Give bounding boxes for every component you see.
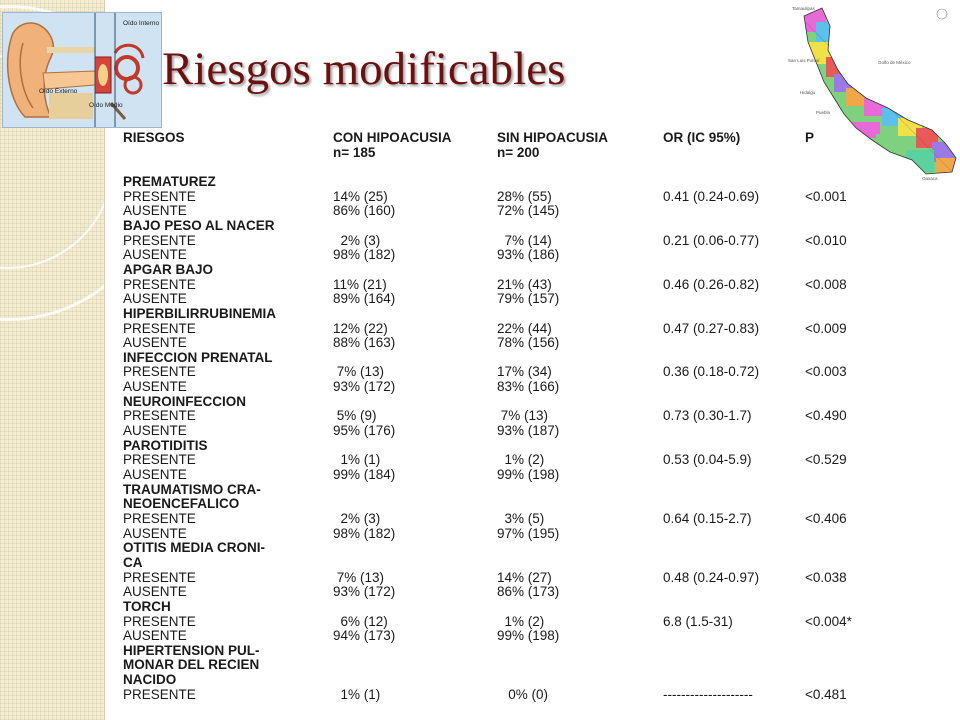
cell-label: AUSENTE bbox=[123, 423, 187, 439]
cell-label: OTITIS MEDIA CRONI- bbox=[123, 540, 265, 556]
header-p: P bbox=[805, 130, 815, 145]
cell-con: 94% (173) bbox=[333, 628, 396, 644]
cell-p: <0.406 bbox=[805, 510, 847, 526]
cell-p: <0.038 bbox=[805, 569, 847, 585]
cell-p: <0.003 bbox=[805, 364, 847, 380]
table-row bbox=[120, 453, 880, 468]
cell-label: NEOENCEFALICO bbox=[123, 496, 240, 512]
cell-sin: 17% (34) bbox=[497, 364, 552, 380]
cell-label: NEUROINFECCION bbox=[123, 393, 247, 409]
cell-or: 0.73 (0.30-1.7) bbox=[663, 408, 752, 424]
table-category-row bbox=[120, 673, 880, 688]
table-row bbox=[120, 234, 880, 249]
cell-con: 98% (182) bbox=[333, 525, 396, 541]
table-row bbox=[120, 688, 880, 703]
cell-sin: 78% (156) bbox=[497, 335, 560, 351]
table-row bbox=[120, 190, 880, 205]
cell-con: 98% (182) bbox=[333, 247, 396, 263]
cell-sin: 93% (187) bbox=[497, 423, 560, 439]
cell-sin: 7% (14) bbox=[497, 232, 552, 248]
cell-con: 5% (9) bbox=[333, 408, 377, 424]
cell-label: PRESENTE bbox=[123, 188, 196, 204]
map-label: Hidalgo bbox=[800, 90, 816, 95]
header-con-line1: CON HIPOACUSIA bbox=[333, 130, 452, 145]
cell-label: PRESENTE bbox=[123, 613, 196, 629]
cell-con: 14% (25) bbox=[333, 188, 388, 204]
table-category-row bbox=[120, 175, 880, 190]
cell-or: 0.47 (0.27-0.83) bbox=[663, 320, 760, 336]
cell-label: PRESENTE bbox=[123, 452, 196, 468]
cell-p: <0.009 bbox=[805, 320, 847, 336]
cell-con: 6% (12) bbox=[333, 613, 388, 629]
cell-or: -------------------- bbox=[663, 686, 753, 702]
cell-label: HIPERTENSION PUL- bbox=[123, 642, 260, 658]
table-row bbox=[120, 248, 880, 263]
ear-label-inner: Oído Interno bbox=[123, 20, 160, 27]
ear-label-middle: Oído Medio bbox=[89, 102, 123, 109]
cell-label: PRESENTE bbox=[123, 276, 196, 292]
risk-factors-table bbox=[120, 130, 880, 720]
header-sin-line2: n= 200 bbox=[497, 145, 540, 160]
cell-label: PAROTIDITIS bbox=[123, 437, 208, 453]
map-label: Golfo de México bbox=[878, 60, 911, 65]
table-category-row bbox=[120, 483, 880, 498]
cell-label: APGAR BAJO bbox=[123, 261, 214, 277]
table-row bbox=[120, 278, 880, 293]
cell-label: TORCH bbox=[123, 598, 171, 614]
header-sin-line1: SIN HIPOACUSIA bbox=[497, 130, 609, 145]
cell-label: INFECCION PRENATAL bbox=[123, 349, 273, 365]
cell-p: <0.490 bbox=[805, 408, 847, 424]
table-row bbox=[120, 204, 880, 219]
cell-label: AUSENTE bbox=[123, 628, 187, 644]
cell-sin: 99% (198) bbox=[497, 467, 560, 482]
table-row bbox=[120, 527, 880, 542]
cell-p: <0.010 bbox=[805, 232, 847, 248]
cell-con: 2% (3) bbox=[333, 232, 381, 248]
cell-label: AUSENTE bbox=[123, 584, 187, 600]
cell-sin: 1% (2) bbox=[497, 452, 545, 468]
table-row bbox=[120, 571, 880, 586]
cell-sin: 99% (198) bbox=[497, 628, 560, 644]
cell-sin: 28% (55) bbox=[497, 188, 552, 204]
header-sin-hipoacusia bbox=[497, 130, 608, 160]
table-row bbox=[120, 365, 880, 380]
cell-sin: 97% (195) bbox=[497, 525, 560, 541]
table-category-row bbox=[120, 263, 880, 278]
cell-label: TRAUMATISMO CRA- bbox=[123, 481, 261, 497]
table-category-row bbox=[120, 600, 880, 615]
cell-label: PRESENTE bbox=[123, 569, 196, 585]
cell-label: NACIDO bbox=[123, 672, 177, 688]
table-row bbox=[120, 468, 880, 483]
cell-con: 11% (21) bbox=[333, 276, 387, 292]
cell-or: 0.53 (0.04-5.9) bbox=[663, 452, 752, 468]
cell-con: 99% (184) bbox=[333, 467, 396, 482]
table-category-row bbox=[120, 497, 880, 512]
table-row bbox=[120, 615, 880, 630]
table-category-row bbox=[120, 556, 880, 571]
cell-or: 0.41 (0.24-0.69) bbox=[663, 188, 760, 204]
cell-label: PRESENTE bbox=[123, 408, 196, 424]
cell-label: AUSENTE bbox=[123, 467, 187, 482]
table-row bbox=[120, 409, 880, 424]
cell-sin: 21% (43) bbox=[497, 276, 552, 292]
cell-con: 7% (13) bbox=[333, 569, 385, 585]
cell-sin: 79% (157) bbox=[497, 291, 560, 307]
cell-label: AUSENTE bbox=[123, 335, 187, 351]
cell-con: 12% (22) bbox=[333, 320, 388, 336]
cell-con: 93% (172) bbox=[333, 584, 396, 600]
table-row bbox=[120, 424, 880, 439]
cell-or: 0.46 (0.26-0.82) bbox=[663, 276, 760, 292]
table-row bbox=[120, 380, 880, 395]
cell-p: <0.529 bbox=[805, 452, 847, 468]
table-row bbox=[120, 336, 880, 351]
map-label: Oaxaca bbox=[922, 176, 938, 180]
table-row bbox=[120, 512, 880, 527]
cell-con: 93% (172) bbox=[333, 379, 396, 395]
cell-sin: 72% (145) bbox=[497, 203, 560, 219]
cell-or: 0.21 (0.06-0.77) bbox=[663, 232, 760, 248]
cell-or: 0.48 (0.24-0.97) bbox=[663, 569, 760, 585]
cell-sin: 14% (27) bbox=[497, 569, 552, 585]
table-row bbox=[120, 322, 880, 337]
table-row bbox=[120, 292, 880, 307]
header-con-line2: n= 185 bbox=[333, 145, 376, 160]
cell-sin: 93% (186) bbox=[497, 247, 560, 263]
cell-p: <0.481 bbox=[805, 686, 847, 702]
cell-con: 1% (1) bbox=[333, 452, 381, 468]
header-riesgos: RIESGOS bbox=[123, 130, 185, 145]
cell-con: 7% (13) bbox=[333, 364, 385, 380]
table-row bbox=[120, 629, 880, 644]
table-category-row bbox=[120, 395, 880, 410]
cell-con: 2% (3) bbox=[333, 510, 381, 526]
cell-label: AUSENTE bbox=[123, 291, 187, 307]
cell-sin: 22% (44) bbox=[497, 320, 552, 336]
cell-sin: 7% (13) bbox=[497, 408, 549, 424]
cell-label: CA bbox=[123, 554, 143, 570]
ear-anatomy-image bbox=[2, 12, 162, 128]
cell-or: 0.64 (0.15-2.7) bbox=[663, 510, 752, 526]
cell-p: <0.008 bbox=[805, 276, 847, 292]
cell-con: 89% (164) bbox=[333, 291, 396, 307]
map-label: Puebla bbox=[816, 110, 831, 115]
cell-label: PRESENTE bbox=[123, 320, 196, 336]
slide-title: Riesgos modificables bbox=[162, 43, 566, 95]
table-category-row bbox=[120, 644, 880, 659]
table-category-row bbox=[120, 219, 880, 234]
cell-or: 6.8 (1.5-31) bbox=[663, 613, 733, 629]
table-category-row bbox=[120, 541, 880, 556]
cell-label: AUSENTE bbox=[123, 525, 187, 541]
cell-label: PRESENTE bbox=[123, 232, 196, 248]
cell-con: 88% (163) bbox=[333, 335, 396, 351]
ear-label-outer: Oído Externo bbox=[39, 88, 78, 95]
map-label: Tamaulipas bbox=[792, 6, 815, 11]
cell-label: AUSENTE bbox=[123, 247, 187, 263]
cell-label: AUSENTE bbox=[123, 379, 187, 395]
cell-sin: 86% (173) bbox=[497, 584, 560, 600]
cell-label: PRESENTE bbox=[123, 364, 196, 380]
cell-p: <0.004* bbox=[805, 613, 852, 629]
cell-label: MONAR DEL RECIEN bbox=[123, 657, 260, 673]
cell-sin: 3% (5) bbox=[497, 510, 545, 526]
table-category-row bbox=[120, 307, 880, 322]
map-label: San Luis Potosí bbox=[788, 58, 820, 63]
cell-or: 0.36 (0.18-0.72) bbox=[663, 364, 760, 380]
table-category-row bbox=[120, 658, 880, 673]
table-row bbox=[120, 585, 880, 600]
cell-sin: 1% (2) bbox=[497, 613, 545, 629]
cell-con: 95% (176) bbox=[333, 423, 396, 439]
cell-label: PREMATUREZ bbox=[123, 174, 216, 189]
cell-label: PRESENTE bbox=[123, 510, 196, 526]
cell-p: <0.001 bbox=[805, 188, 847, 204]
cell-label: PRESENTE bbox=[123, 686, 196, 702]
cell-sin: 0% (0) bbox=[497, 686, 549, 702]
table-category-row bbox=[120, 351, 880, 366]
cell-sin: 83% (166) bbox=[497, 379, 560, 395]
cell-label: AUSENTE bbox=[123, 203, 187, 219]
header-or: OR (IC 95%) bbox=[663, 130, 741, 145]
cell-label: BAJO PESO AL NACER bbox=[123, 217, 275, 233]
header-con-hipoacusia bbox=[333, 130, 452, 160]
compass-icon bbox=[937, 9, 947, 19]
cell-con: 86% (160) bbox=[333, 203, 396, 219]
cell-con: 1% (1) bbox=[333, 686, 381, 702]
table-category-row bbox=[120, 439, 880, 454]
cell-label: HIPERBILIRRUBINEMIA bbox=[123, 305, 277, 321]
